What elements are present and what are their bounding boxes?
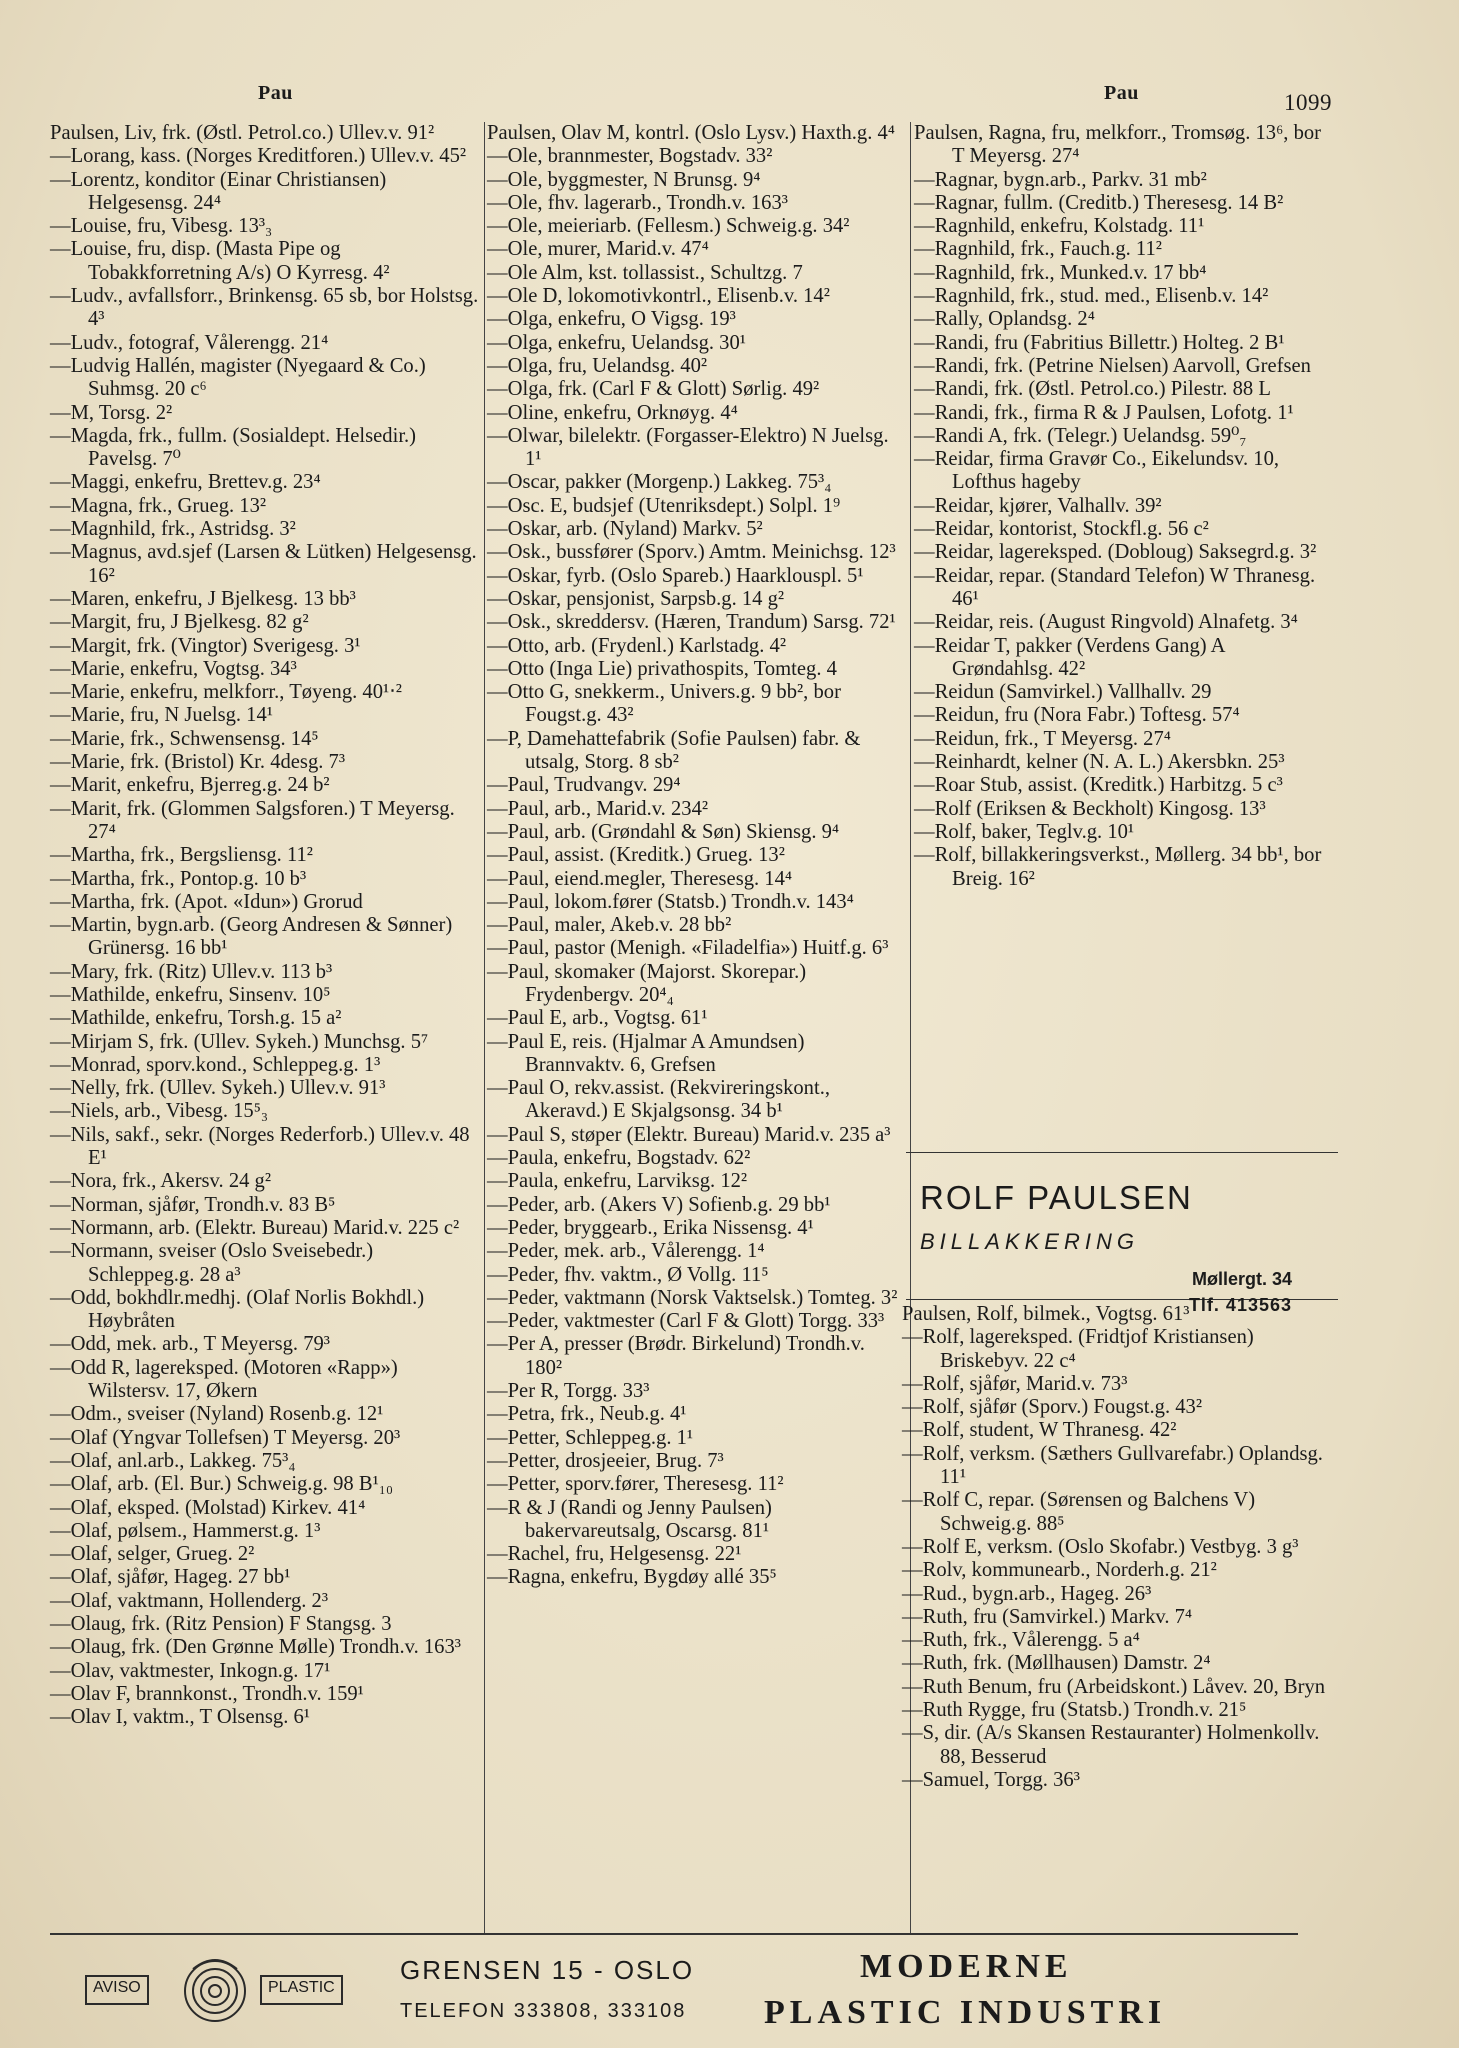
directory-entry: —Randi, frk. (Østl. Petrol.co.) Pilestr. 88 L bbox=[914, 378, 1271, 401]
advert-address: Møllergt. 34 bbox=[1191, 1269, 1292, 1289]
advert-subtitle: BILLAKKERING bbox=[920, 1229, 1139, 1254]
directory-entry: —Martha, frk., Pontop.g. 10 b³ bbox=[50, 867, 307, 890]
directory-entry: —Reidun (Samvirkel.) Vallhallv. 29 bbox=[914, 681, 1212, 704]
directory-entry: —Odd R, lagereksped. (Motoren «Rapp») Wilstersv. 17, Økern bbox=[50, 1356, 398, 1403]
directory-entry: —Paul E, arb., Vogtsg. 61¹ bbox=[487, 1007, 708, 1030]
directory-entry: —Petter, drosjeeier, Brug. 7³ bbox=[487, 1449, 724, 1472]
advert-business-name: ROLF PAULSEN bbox=[920, 1179, 1193, 1216]
directory-entry: —Odd, bokhdlr.medhj. (Olaf Norlis Bokhdl.) Høybråten bbox=[50, 1286, 425, 1333]
directory-entry: —Paula, enkefru, Larviksg. 12² bbox=[487, 1170, 748, 1193]
directory-entry: —Samuel, Torgg. 36³ bbox=[902, 1768, 1080, 1791]
directory-entry: —Olaf, vaktmann, Hollenderg. 2³ bbox=[50, 1589, 329, 1612]
directory-entry: —Rally, Oplandsg. 2⁴ bbox=[914, 308, 1095, 331]
directory-entry: —Martha, frk., Bergsliensg. 11² bbox=[50, 844, 313, 867]
directory-entry: —Reidar, kjører, Valhallv. 39² bbox=[914, 494, 1162, 517]
directory-entry: —Ragnhild, frk., Fauch.g. 11² bbox=[914, 238, 1162, 261]
directory-entry: —Lorentz, konditor (Einar Christiansen) Helgesensg. 24⁴ bbox=[50, 168, 387, 214]
directory-entry: —Ludv., fotograf, Vålerengg. 21⁴ bbox=[50, 331, 329, 354]
directory-entry: —Olav F, brannkonst., Trondh.v. 159¹ bbox=[50, 1682, 364, 1705]
footer-brand-line-1: MODERNE bbox=[860, 1948, 1073, 1985]
directory-entry: —Olaf, selger, Grueg. 2² bbox=[50, 1543, 255, 1566]
logo-text-plastic: PLASTIC bbox=[260, 1975, 343, 2005]
directory-column-1 bbox=[50, 122, 482, 1729]
directory-entry: —Ludvig Hallén, magister (Nyegaard & Co.) Suhmsg. 20 c⁶ bbox=[50, 354, 426, 401]
column-divider bbox=[484, 122, 485, 1934]
directory-entry: —Reidar, reis. (August Ringvold) Alnafetg. 3⁴ bbox=[914, 611, 1298, 634]
directory-entry: —Louise, fru, Vibesg. 13³₃ bbox=[50, 215, 273, 238]
directory-entry: —M, Torsg. 2² bbox=[50, 401, 173, 424]
directory-entry: —Olga, frk. (Carl F & Glott) Sørlig. 49² bbox=[487, 378, 820, 401]
running-head-right: Pau bbox=[1104, 82, 1139, 104]
directory-entry: —Ragnhild, enkefru, Kolstadg. 11¹ bbox=[914, 215, 1205, 238]
directory-entry: —Ole, brannmester, Bogstadv. 33² bbox=[487, 145, 773, 168]
directory-entry: —Rolf, sjåfør, Marid.v. 73³ bbox=[902, 1372, 1128, 1395]
footer-address: GRENSEN 15 - OSLO bbox=[400, 1955, 695, 1985]
directory-entry: —Rolf, sjåfør (Sporv.) Fougst.g. 43² bbox=[902, 1396, 1203, 1419]
directory-entry: —Ragnar, fullm. (Creditb.) Theresesg. 14 B² bbox=[914, 191, 1284, 214]
directory-entry: —Olaug, frk. (Ritz Pension) F Stangsg. 3 bbox=[50, 1613, 392, 1635]
directory-entry: —Maggi, enkefru, Brettev.g. 23⁴ bbox=[50, 471, 321, 494]
directory-entry: —Olwar, bilelektr. (Forgasser-Elektro) N Juelsg. 1¹ bbox=[487, 424, 889, 471]
directory-entry: —Osk., skreddersv. (Hæren, Trandum) Sarsg. 72¹ bbox=[487, 611, 896, 634]
directory-entry: —Oskar, arb. (Nyland) Markv. 5² bbox=[487, 518, 763, 541]
footer-brand-line-2: PLASTIC INDUSTRI bbox=[764, 1994, 1167, 2031]
directory-entry: —Roar Stub, assist. (Kreditk.) Harbitzg. 5 c³ bbox=[914, 774, 1283, 797]
directory-entry: —R & J (Randi og Jenny Paulsen) bakervareutsalg, Oscarsg. 81¹ bbox=[487, 1496, 772, 1542]
directory-entry: —Ruth Rygge, fru (Statsb.) Trondh.v. 21⁵ bbox=[902, 1699, 1247, 1722]
directory-entry: —Ruth, fru (Samvirkel.) Markv. 7⁴ bbox=[902, 1605, 1193, 1628]
directory-entry: —Maren, enkefru, J Bjelkesg. 13 bb³ bbox=[50, 587, 356, 610]
directory-entry: —Olaf, anl.arb., Lakkeg. 75³₄ bbox=[50, 1449, 296, 1472]
directory-entry: —Paul, arb. (Grøndahl & Søn) Skiensg. 9⁴ bbox=[487, 820, 840, 843]
directory-entry: —Nils, sakf., sekr. (Norges Rederforb.) Ullev.v. 48 E¹ bbox=[50, 1123, 470, 1170]
directory-entry: —Normann, sveiser (Oslo Sveisebedr.) Schleppeg.g. 28 a³ bbox=[50, 1240, 374, 1286]
directory-entry: —Magnhild, frk., Astridsg. 3² bbox=[50, 518, 296, 541]
directory-entry: —S, dir. (A/s Skansen Restauranter) Holmenkollv. 88, Besserud bbox=[902, 1722, 1320, 1768]
directory-entry: —Ragnhild, frk., stud. med., Elisenb.v. 14² bbox=[914, 285, 1269, 308]
directory-entry: —Ludv., avfallsforr., Brinkensg. 65 sb, bor Holstsg. 4³ bbox=[50, 285, 479, 331]
directory-entry: —Rolv, kommunearb., Norderh.g. 21² bbox=[902, 1559, 1217, 1582]
directory-entry: —Rolf C, repar. (Sørensen og Balchens V) Schweig.g. 88⁵ bbox=[902, 1489, 1256, 1535]
directory-entry: —Reidar T, pakker (Verdens Gang) A Grøndahlsg. 42² bbox=[914, 634, 1225, 680]
directory-entry: —Odd, mek. arb., T Meyersg. 79³ bbox=[50, 1333, 330, 1356]
directory-entry: —Odm., sveiser (Nyland) Rosenb.g. 12¹ bbox=[50, 1403, 384, 1426]
directory-entry: —Petra, frk., Neub.g. 4¹ bbox=[487, 1403, 687, 1426]
directory-entry: —Paul, assist. (Kreditk.) Grueg. 13² bbox=[487, 844, 785, 867]
directory-entry: —Olaf, sjåfør, Hageg. 27 bb¹ bbox=[50, 1566, 291, 1589]
directory-entry: —Reidun, fru (Nora Fabr.) Toftesg. 57⁴ bbox=[914, 704, 1240, 727]
directory-entry: —Olav I, vaktm., T Olsensg. 6¹ bbox=[50, 1706, 310, 1729]
directory-column-2 bbox=[487, 122, 907, 1590]
directory-entry: Paulsen, Ragna, fru, melkforr., Tromsøg. 13⁶, bor T Meyersg. 27⁴ bbox=[914, 122, 1322, 168]
directory-entry: —Randi A, frk. (Telegr.) Uelandsg. 59⁰₇ bbox=[914, 424, 1247, 447]
directory-entry: —Rolf, verksm. (Sæthers Gullvarefabr.) Oplandsg. 11¹ bbox=[902, 1442, 1323, 1489]
directory-entry: —Ragna, enkefru, Bygdøy allé 35⁵ bbox=[487, 1566, 777, 1589]
directory-entry: Paulsen, Olav M, kontrl. (Oslo Lysv.) Haxth.g. 4⁴ bbox=[487, 122, 895, 144]
directory-entry: —Ole, meieriarb. (Fellesm.) Schweig.g. 34² bbox=[487, 215, 850, 238]
directory-entry: —Per R, Torgg. 33³ bbox=[487, 1380, 650, 1403]
directory-entry: —Mathilde, enkefru, Torsh.g. 15 a² bbox=[50, 1007, 342, 1030]
directory-entry: —Per A, presser (Brødr. Birkelund) Trondh.v. 180² bbox=[487, 1333, 865, 1379]
directory-entry: —Oline, enkefru, Orknøyg. 4⁴ bbox=[487, 401, 738, 424]
directory-entry: —Reidar, firma Gravør Co., Eikelundsv. 10, Lofthus hageby bbox=[914, 448, 1280, 494]
directory-entry: —Rolf, lagereksped. (Fridtjof Kristiansen) Briskebyv. 22 c⁴ bbox=[902, 1326, 1254, 1372]
footer-divider bbox=[50, 1933, 1298, 1935]
directory-entry: —Marie, enkefru, Vogtsg. 34³ bbox=[50, 657, 297, 680]
directory-entry: —Olga, enkefru, Uelandsg. 30¹ bbox=[487, 331, 746, 354]
directory-entry: —Mirjam S, frk. (Ullev. Sykeh.) Munchsg. 5⁷ bbox=[50, 1030, 429, 1053]
aviso-plastic-logo bbox=[75, 1955, 355, 2035]
directory-entry: —Petter, sporv.fører, Theresesg. 11² bbox=[487, 1473, 784, 1496]
directory-column-3 bbox=[914, 122, 1328, 891]
running-head-left: Pau bbox=[258, 82, 293, 104]
directory-entry: —Martha, frk. (Apot. «Idun») Grorud bbox=[50, 890, 363, 913]
directory-entry: —Peder, vaktmester (Carl F & Glott) Torgg. 33³ bbox=[487, 1310, 885, 1333]
directory-entry: —Ole, fhv. lagerarb., Trondh.v. 163³ bbox=[487, 191, 788, 214]
directory-entry: —Ruth, frk. (Møllhausen) Damstr. 2⁴ bbox=[902, 1652, 1211, 1675]
directory-entry: —Olav, vaktmester, Inkogn.g. 17¹ bbox=[50, 1659, 331, 1682]
directory-entry: —Randi, frk. (Petrine Nielsen) Aarvoll, Grefsen bbox=[914, 354, 1311, 377]
directory-entry: —Otto (Inga Lie) privathospits, Tomteg. 4 bbox=[487, 657, 837, 680]
directory-entry: —Petter, Schleppeg.g. 1¹ bbox=[487, 1426, 694, 1449]
directory-entry: —Randi, fru (Fabritius Billettr.) Holteg. 2 B¹ bbox=[914, 331, 1285, 354]
directory-entry: —Ole, murer, Marid.v. 47⁴ bbox=[487, 238, 709, 261]
directory-entry: —Peder, fhv. vaktm., Ø Vollg. 11⁵ bbox=[487, 1263, 769, 1286]
directory-entry: —Ole Alm, kst. tollassist., Schultzg. 7 bbox=[487, 261, 803, 284]
directory-entry: —Monrad, sporv.kond., Schleppeg.g. 1³ bbox=[50, 1053, 381, 1076]
directory-entry: —Rachel, fru, Helgesensg. 22¹ bbox=[487, 1543, 742, 1566]
directory-entry: —Oskar, fyrb. (Oslo Spareb.) Haarklouspl. 5¹ bbox=[487, 564, 864, 587]
directory-column-3-continued bbox=[902, 1303, 1328, 1792]
directory-entry: —Louise, fru, disp. (Masta Pipe og Tobakkforretning A/s) O Kyrresg. 4² bbox=[50, 238, 390, 284]
directory-entry: —P, Damehattefabrik (Sofie Paulsen) fabr. & utsalg, Storg. 8 sb² bbox=[487, 727, 861, 774]
directory-entry: —Paul O, rekv.assist. (Rekvireringskont., Akeravd.) E Skjalgsonsg. 34 b¹ bbox=[487, 1077, 830, 1123]
directory-entry: —Otto, arb. (Frydenl.) Karlstadg. 4² bbox=[487, 634, 787, 657]
directory-entry: —Oskar, pensjonist, Sarpsb.g. 14 g² bbox=[487, 587, 785, 610]
logo-text-aviso: AVISO bbox=[85, 1975, 149, 2005]
directory-entry: —Peder, vaktmann (Norsk Vaktselsk.) Tomteg. 3² bbox=[487, 1286, 898, 1309]
directory-entry: —Lorang, kass. (Norges Kreditforen.) Ullev.v. 45² bbox=[50, 145, 467, 168]
directory-entry: —Ragnar, bygn.arb., Parkv. 31 mb² bbox=[914, 168, 1207, 191]
directory-entry: —Olga, fru, Uelandsg. 40² bbox=[487, 354, 708, 377]
directory-entry: —Ruth Benum, fru (Arbeidskont.) Låvev. 20, Bryn bbox=[902, 1675, 1326, 1698]
directory-entry: —Rolf (Eriksen & Beckholt) Kingosg. 13³ bbox=[914, 797, 1266, 820]
directory-entry: —Olaf, eksped. (Molstad) Kirkev. 41⁴ bbox=[50, 1496, 366, 1519]
directory-entry: —Rolf, student, W Thranesg. 42² bbox=[902, 1419, 1177, 1442]
directory-entry: —Nora, frk., Akersv. 24 g² bbox=[50, 1170, 272, 1193]
directory-entry: —Marie, frk. (Bristol) Kr. 4desg. 7³ bbox=[50, 751, 346, 774]
directory-entry: —Marit, enkefru, Bjerreg.g. 24 b² bbox=[50, 774, 330, 797]
directory-entry: —Olaug, frk. (Den Grønne Mølle) Trondh.v. 163³ bbox=[50, 1636, 461, 1659]
directory-entry: —Paul, eiend.megler, Theresesg. 14⁴ bbox=[487, 867, 793, 890]
directory-entry: —Rud., bygn.arb., Hageg. 26³ bbox=[902, 1582, 1152, 1605]
directory-entry: —Paul S, støper (Elektr. Bureau) Marid.v. 235 a³ bbox=[487, 1123, 891, 1146]
directory-entry: —Marie, frk., Schwensensg. 14⁵ bbox=[50, 727, 319, 750]
directory-entry: —Paul, pastor (Menigh. «Filadelfia») Huitf.g. 6³ bbox=[487, 937, 889, 960]
directory-entry: —Paul, lokom.fører (Statsb.) Trondh.v. 143⁴ bbox=[487, 890, 854, 913]
directory-entry: —Mary, frk. (Ritz) Ullev.v. 113 b³ bbox=[50, 960, 333, 983]
directory-entry: —Osc. E, budsjef (Utenriksdept.) Solpl. 1⁹ bbox=[487, 494, 841, 517]
directory-entry: —Oscar, pakker (Morgenp.) Lakkeg. 75³₄ bbox=[487, 471, 832, 494]
directory-entry: —Ruth, frk., Vålerengg. 5 a⁴ bbox=[902, 1629, 1140, 1652]
directory-entry: —Randi, frk., firma R & J Paulsen, Lofotg. 1¹ bbox=[914, 401, 1294, 424]
directory-entry: —Olaf, arb. (El. Bur.) Schweig.g. 98 B¹₁₀ bbox=[50, 1473, 394, 1496]
directory-entry: —Marit, frk. (Glommen Salgsforen.) T Meyersg. 27⁴ bbox=[50, 797, 455, 843]
directory-entry: —Olga, enkefru, O Vigsg. 19³ bbox=[487, 308, 736, 331]
directory-entry: —Ole, byggmester, N Brunsg. 9⁴ bbox=[487, 168, 761, 191]
directory-entry: —Paul E, reis. (Hjalmar A Amundsen) Brannvaktv. 6, Grefsen bbox=[487, 1030, 805, 1076]
advert-phone: Tlf. 413563 bbox=[1188, 1295, 1292, 1315]
directory-entry: —Ole D, lokomotivkontrl., Elisenb.v. 14² bbox=[487, 285, 830, 308]
directory-entry: —Nelly, frk. (Ullev. Sykeh.) Ullev.v. 91³ bbox=[50, 1077, 386, 1100]
directory-entry: —Reidar, lagereksped. (Dobloug) Saksegrd.g. 3² bbox=[914, 541, 1317, 564]
page-number: 1099 bbox=[1284, 90, 1332, 115]
directory-entry: —Marie, enkefru, melkforr., Tøyeng. 40¹‧² bbox=[50, 681, 402, 704]
directory-entry: —Magnus, avd.sjef (Larsen & Lütken) Helgesensg. 16² bbox=[50, 541, 477, 587]
footer-telephone: TELEFON 333808, 333108 bbox=[400, 2000, 687, 2022]
directory-entry: —Paula, enkefru, Bogstadv. 62² bbox=[487, 1147, 751, 1170]
directory-entry: Paulsen, Liv, frk. (Østl. Petrol.co.) Ullev.v. 91² bbox=[50, 122, 435, 144]
directory-entry: —Magda, frk., fullm. (Sosialdept. Helsedir.) Pavelsg. 7⁰ bbox=[50, 424, 417, 471]
directory-entry: —Reinhardt, kelner (N. A. L.) Akersbkn. 25³ bbox=[914, 751, 1285, 774]
directory-entry: —Martin, bygn.arb. (Georg Andresen & Sønner) Grünersg. 16 bb¹ bbox=[50, 914, 453, 960]
directory-entry: —Otto G, snekkerm., Univers.g. 9 bb², bor Fougst.g. 43² bbox=[487, 681, 841, 727]
directory-entry: —Olaf, pølsem., Hammerst.g. 1³ bbox=[50, 1519, 321, 1542]
directory-entry: —Marie, fru, N Juelsg. 14¹ bbox=[50, 704, 273, 727]
directory-entry: —Paul, arb., Marid.v. 234² bbox=[487, 797, 709, 820]
directory-entry: Paulsen, Rolf, bilmek., Vogtsg. 61³ bbox=[902, 1303, 1190, 1325]
directory-entry: —Niels, arb., Vibesg. 15⁵₃ bbox=[50, 1100, 269, 1123]
directory-entry: —Olaf (Yngvar Tollefsen) T Meyersg. 20³ bbox=[50, 1426, 401, 1449]
directory-entry: —Reidun, frk., T Meyersg. 27⁴ bbox=[914, 727, 1171, 750]
directory-entry: —Paul, Trudvangv. 29⁴ bbox=[487, 774, 681, 797]
directory-entry: —Peder, arb. (Akers V) Sofienb.g. 29 bb¹ bbox=[487, 1193, 831, 1216]
directory-entry: —Reidar, kontorist, Stockfl.g. 56 c² bbox=[914, 518, 1209, 541]
directory-entry: —Margit, fru, J Bjelkesg. 82 g² bbox=[50, 611, 309, 634]
directory-entry: —Rolf, billakkeringsverkst., Møllerg. 34 bb¹, bor Breig. 16² bbox=[914, 844, 1322, 890]
directory-entry: —Rolf E, verksm. (Oslo Skofabr.) Vestbyg. 3 g³ bbox=[902, 1535, 1299, 1558]
directory-entry: —Normann, arb. (Elektr. Bureau) Marid.v. 225 c² bbox=[50, 1216, 460, 1239]
directory-entry: —Paul, skomaker (Majorst. Skorepar.) Frydenbergv. 20⁴₄ bbox=[487, 960, 807, 1006]
directory-entry: —Peder, bryggearb., Erika Nissensg. 4¹ bbox=[487, 1216, 814, 1239]
directory-entry: —Norman, sjåfør, Trondh.v. 83 B⁵ bbox=[50, 1193, 336, 1216]
directory-entry: —Rolf, baker, Teglv.g. 10¹ bbox=[914, 820, 1135, 843]
directory-entry: —Paul, maler, Akeb.v. 28 bb² bbox=[487, 914, 732, 937]
directory-entry: —Mathilde, enkefru, Sinsenv. 10⁵ bbox=[50, 983, 331, 1006]
directory-entry: —Ragnhild, frk., Munked.v. 17 bb⁴ bbox=[914, 261, 1207, 284]
directory-entry: —Peder, mek. arb., Vålerengg. 1⁴ bbox=[487, 1240, 765, 1263]
directory-entry: —Reidar, repar. (Standard Telefon) W Thranesg. 46¹ bbox=[914, 564, 1316, 610]
directory-entry: —Margit, frk. (Vingtor) Sverigesg. 3¹ bbox=[50, 634, 361, 657]
directory-entry: —Magna, frk., Grueg. 13² bbox=[50, 494, 267, 517]
directory-entry: —Osk., bussfører (Sporv.) Amtm. Meinichsg. 12³ bbox=[487, 541, 896, 564]
